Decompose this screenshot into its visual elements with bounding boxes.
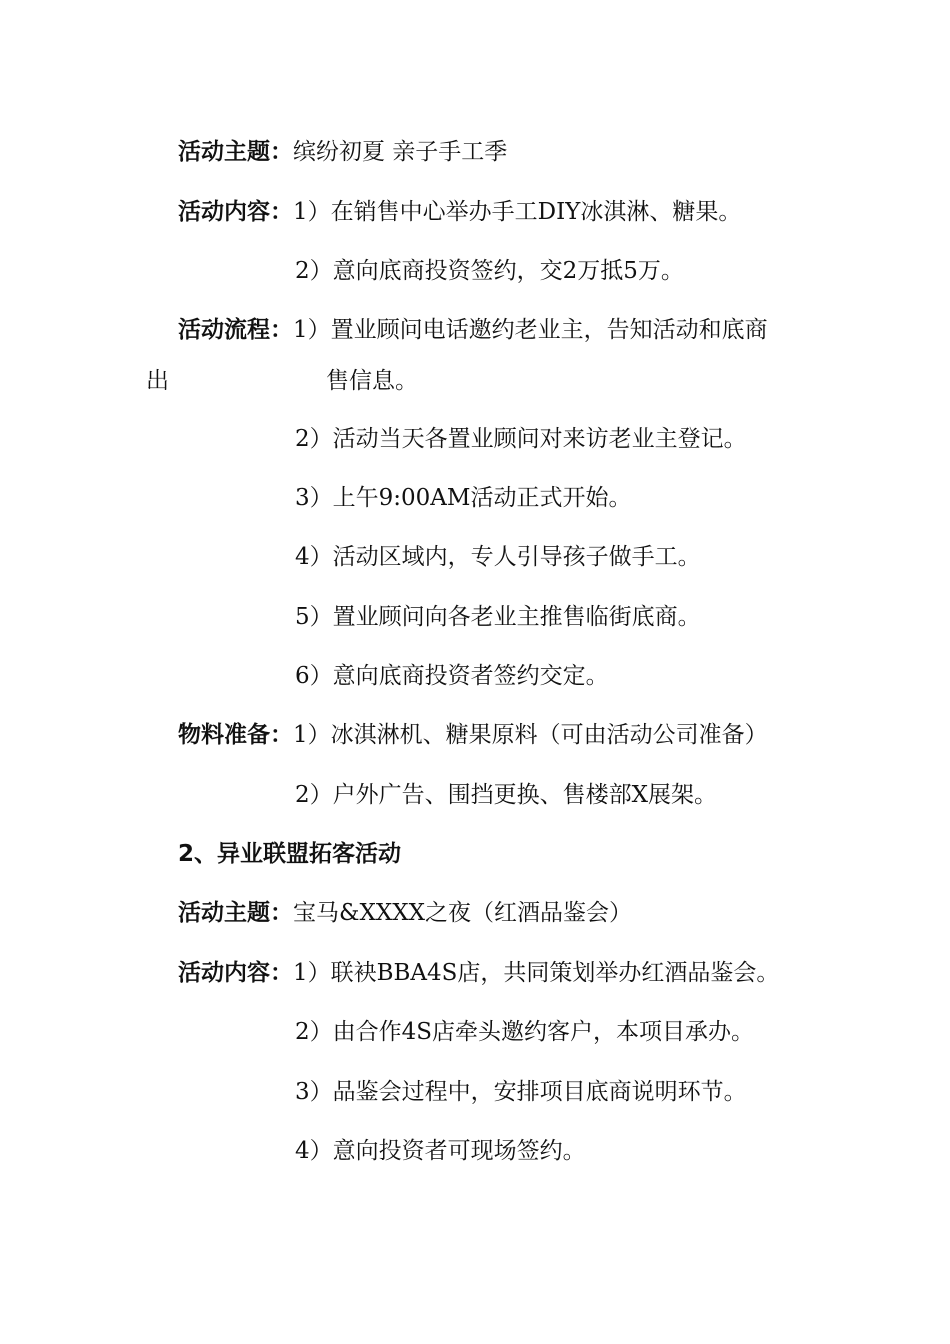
process-item-continued: 售信息。 — [326, 368, 418, 394]
theme-row — [178, 137, 507, 167]
theme-value: 宝马&XXXX之夜（红酒品鉴会） — [293, 900, 632, 926]
content-item: 2）意向底商投资签约，交2万抵5万。 — [295, 258, 684, 284]
process-label: 活动流程： — [178, 317, 293, 343]
content-item: 4）意向投资者可现场签约。 — [295, 1138, 586, 1164]
process-item: 5）置业顾问向各老业主推售临街底商。 — [295, 604, 701, 630]
process-item: 1）置业顾问电话邀约老业主，告知活动和底商 — [293, 317, 768, 343]
content-item: 2）由合作4S店牵头邀约客户，本项目承办。 — [295, 1019, 755, 1045]
content-item: 1）联袂BBA4S店，共同策划举办红酒品鉴会。 — [293, 960, 780, 986]
materials-item: 1）冰淇淋机、糖果原料（可由活动公司准备） — [293, 722, 768, 748]
content-item: 1）在销售中心举办手工DIY冰淇淋、糖果。 — [293, 199, 742, 225]
process-item: 4）活动区域内，专人引导孩子做手工。 — [295, 544, 701, 570]
process-overflow-char: 出 — [146, 368, 169, 394]
section-heading: 2、异业联盟拓客活动 — [178, 841, 402, 867]
theme-value: 缤纷初夏 亲子手工季 — [293, 139, 508, 165]
theme-label: 活动主题： — [178, 139, 293, 165]
process-item: 6）意向底商投资者签约交定。 — [295, 663, 609, 689]
content-label: 活动内容： — [178, 960, 293, 986]
content-row — [178, 197, 741, 227]
process-item: 3）上午9:00AM活动正式开始。 — [295, 485, 632, 511]
content-row-2 — [178, 958, 779, 988]
content-item: 3）品鉴会过程中，安排项目底商说明环节。 — [295, 1079, 747, 1105]
materials-row — [178, 720, 768, 750]
content-label: 活动内容： — [178, 199, 293, 225]
materials-label: 物料准备： — [178, 722, 293, 748]
process-item: 2）活动当天各置业顾问对来访老业主登记。 — [295, 426, 747, 452]
materials-item: 2）户外广告、围挡更换、售楼部X展架。 — [295, 782, 718, 808]
theme-row-2 — [178, 898, 632, 928]
process-row — [178, 315, 768, 345]
theme-label: 活动主题： — [178, 900, 293, 926]
